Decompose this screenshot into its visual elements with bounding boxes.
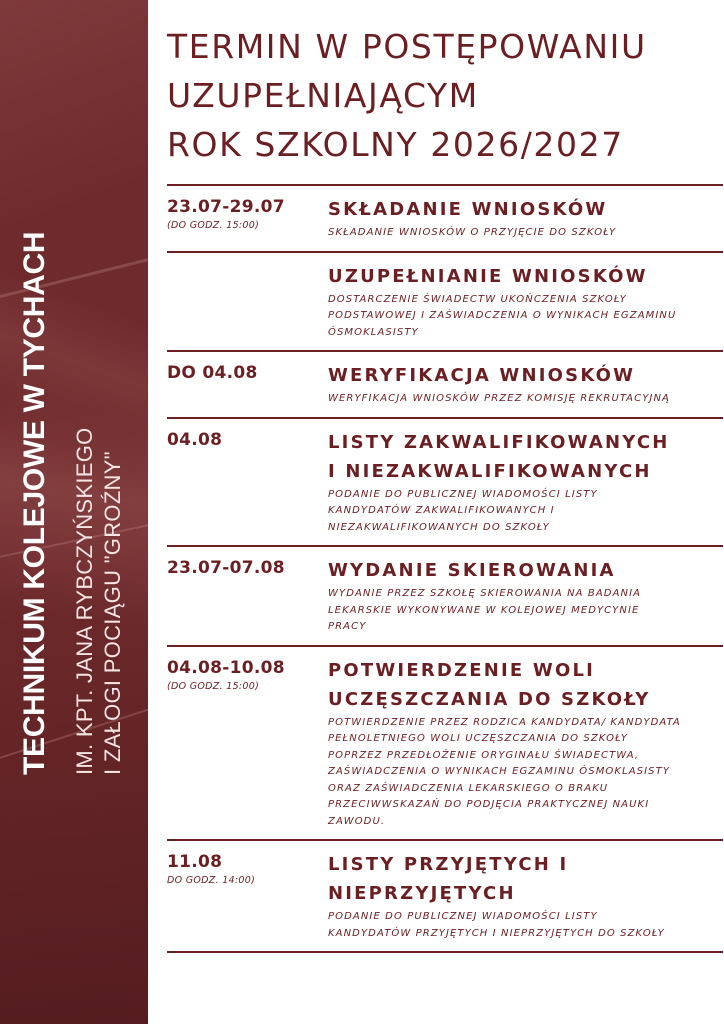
row-description-line: SKŁADANIE WNIOSKÓW O PRZYJĘCIE DO SZKOŁY: [328, 227, 617, 238]
row-info: [328, 195, 723, 242]
patron-line-2: I ZAŁOGI POCIĄGU "GROŹNY": [100, 451, 125, 775]
row-date: 04.08: [167, 429, 223, 450]
row-description: [328, 715, 723, 831]
row-description: [328, 292, 723, 342]
row-title: WYDANIE SKIEROWANIA: [328, 560, 616, 581]
row-description-line: ZAWODU.: [328, 815, 386, 827]
schedule-row: [167, 545, 723, 645]
row-description-line: POTWIERDZENIE PRZEZ RODZICA KANDYDATA/ KANDYDATA: [328, 716, 681, 728]
schedule-row: [167, 645, 723, 840]
row-date: 11.08: [167, 852, 223, 872]
schedule-table: [167, 184, 723, 953]
row-description-line: WERYFIKACJA WNIOSKÓW PRZEZ KOMISJĘ REKRUTACYJNĄ: [328, 393, 670, 404]
row-description-line: PODANIE DO PUBLICZNEJ WIADOMOŚCI LISTY: [328, 911, 598, 922]
row-description-line: POPRZEZ PRZEDŁOŻENIE ORYGINAŁU ŚWIADECTWA,: [328, 749, 640, 761]
row-description-line: KANDYDATÓW ZAKWALIFIKOWANYCH I: [328, 505, 555, 516]
patron-line-1: IM. KPT. JANA RYBCZYŃSKIEGO: [72, 427, 97, 775]
row-title: NIEPRZYJĘTYCH: [328, 883, 516, 904]
row-info: [328, 262, 723, 342]
date-column: [167, 363, 327, 383]
sidebar-panel: [0, 0, 148, 1024]
row-time-note: DO GODZ. 14:00): [167, 875, 256, 886]
date-column: [167, 430, 327, 450]
row-time-note: (DO GODZ. 15:00): [167, 220, 260, 231]
row-title: LISTY ZAKWALIFIKOWANYCH: [328, 431, 670, 453]
row-title: WERYFIKACJA WNIOSKÓW: [328, 365, 636, 386]
row-title: UCZĘSZCZANIA DO SZKOŁY: [328, 688, 651, 710]
row-date: 23.07-29.07: [167, 197, 285, 217]
row-time-note: (DO GODZ. 15:00): [167, 680, 260, 692]
date-column: [167, 558, 327, 578]
row-info: [328, 850, 723, 942]
row-description-line: DOSTARCZENIE ŚWIADECTW UKOŃCZENIA SZKOŁY: [328, 293, 627, 305]
row-title: LISTY PRZYJĘTYCH I: [328, 854, 569, 875]
row-description: [328, 391, 723, 408]
row-title: SKŁADANIE WNIOSKÓW: [328, 199, 608, 220]
schedule-row: [167, 350, 723, 417]
row-info: [328, 556, 723, 636]
row-info: [328, 361, 723, 408]
schedule-row: [167, 839, 723, 953]
schedule-row: [167, 251, 723, 351]
row-title: POTWIERDZENIE WOLI: [328, 659, 596, 681]
row-description: [328, 225, 723, 242]
row-info: [328, 428, 723, 537]
row-description-line: PODSTAWOWEJ I ZAŚWIADCZENIA O WYNIKACH EGZAMINU: [328, 310, 677, 321]
row-description-line: PEŁNOLETNIEGO WOLI UCZĘSZCZANIA DO SZKOŁY: [328, 733, 629, 744]
row-description-line: ÓSMOKLASISTY: [328, 326, 419, 338]
row-description: [328, 909, 723, 942]
title-line-1: TERMIN W POSTĘPOWANIU: [167, 27, 647, 66]
row-description: [328, 586, 723, 636]
date-column: [167, 658, 327, 692]
row-description-line: LEKARSKIE WYKONYWANE W KOLEJOWEJ MEDYCYNIE: [328, 604, 640, 616]
row-description-line: PRACY: [328, 621, 367, 632]
date-column: [167, 852, 327, 886]
row-date: 23.07-07.08: [167, 558, 285, 578]
row-description-line: PRZECIWWSKAZAŃ DO PODJĘCIA PRAKTYCZNEJ NAUKI: [328, 799, 650, 810]
date-column: [167, 197, 327, 231]
row-date: DO 04.08: [167, 363, 258, 383]
row-description: [328, 487, 723, 537]
row-title: I NIEZAKWALIFIKOWANYCH: [328, 460, 652, 482]
row-description-line: PODANIE DO PUBLICZNEJ WIADOMOŚCI LISTY: [328, 488, 598, 500]
schedule-row: [167, 417, 723, 546]
schedule-row: [167, 184, 723, 251]
row-description-line: WYDANIE PRZEZ SZKOŁĘ SKIEROWANIA NA BADANIA: [328, 588, 642, 599]
school-name: TECHNIKUM KOLEJOWE W TYCHACH: [18, 231, 51, 775]
title-line-2: UZUPEŁNIAJĄCYM: [167, 76, 479, 115]
row-description-line: NIEZAKWALIFIKOWANYCH DO SZKOŁY: [328, 521, 550, 533]
row-date: 04.08-10.08: [167, 657, 285, 678]
page-title: [167, 22, 707, 169]
row-info: [328, 656, 723, 831]
title-line-3: ROK SZKOLNY 2026/2027: [167, 125, 624, 164]
row-title: UZUPEŁNIANIE WNIOSKÓW: [328, 265, 648, 287]
row-description-line: KANDYDATÓW PRZYJĘTYCH I NIEPRZYJĘTYCH DO SZKOŁY: [328, 927, 665, 939]
row-description-line: ZAŚWIADCZENIA O WYNIKACH EGZAMINU ÓSMOKLASISTY: [328, 766, 671, 777]
row-description-line: ORAZ ZAŚWIADCZENIA LEKARSKIEGO O BRAKU: [328, 782, 609, 794]
